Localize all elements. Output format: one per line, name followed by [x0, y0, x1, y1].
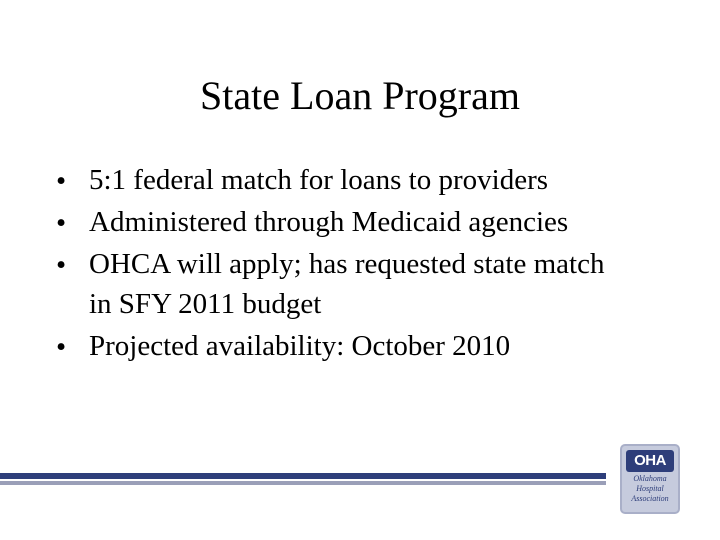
bullet-marker: •	[56, 165, 67, 197]
bullet-item	[56, 202, 696, 242]
logo-name	[626, 474, 674, 504]
bullet-item	[56, 244, 696, 324]
bullet-text: 5:1 federal match for loans to providers	[89, 164, 549, 196]
bullet-marker: •	[56, 207, 67, 239]
bullet-marker: •	[56, 331, 67, 363]
logo-name-line: Oklahoma	[633, 474, 667, 483]
bullet-text: Projected availability: October 2010	[89, 330, 511, 362]
bullet-marker: •	[56, 249, 67, 281]
oha-logo	[620, 444, 680, 514]
slide-title: State Loan Program	[200, 73, 520, 118]
bullet-text-continuation: in SFY 2011 budget	[89, 288, 322, 320]
bullet-text: Administered through Medicaid agencies	[89, 206, 569, 238]
logo-abbrev: OHA	[626, 450, 674, 472]
logo-name-line: Hospital	[636, 484, 664, 493]
bullet-item	[56, 160, 696, 200]
footer-rule-light	[0, 481, 606, 485]
bullet-item	[56, 326, 696, 366]
logo-name-line: Association	[631, 494, 669, 503]
bullet-text: OHCA will apply; has requested state match	[89, 248, 605, 280]
footer-rule-dark	[0, 473, 606, 479]
bullet-list	[56, 160, 696, 368]
